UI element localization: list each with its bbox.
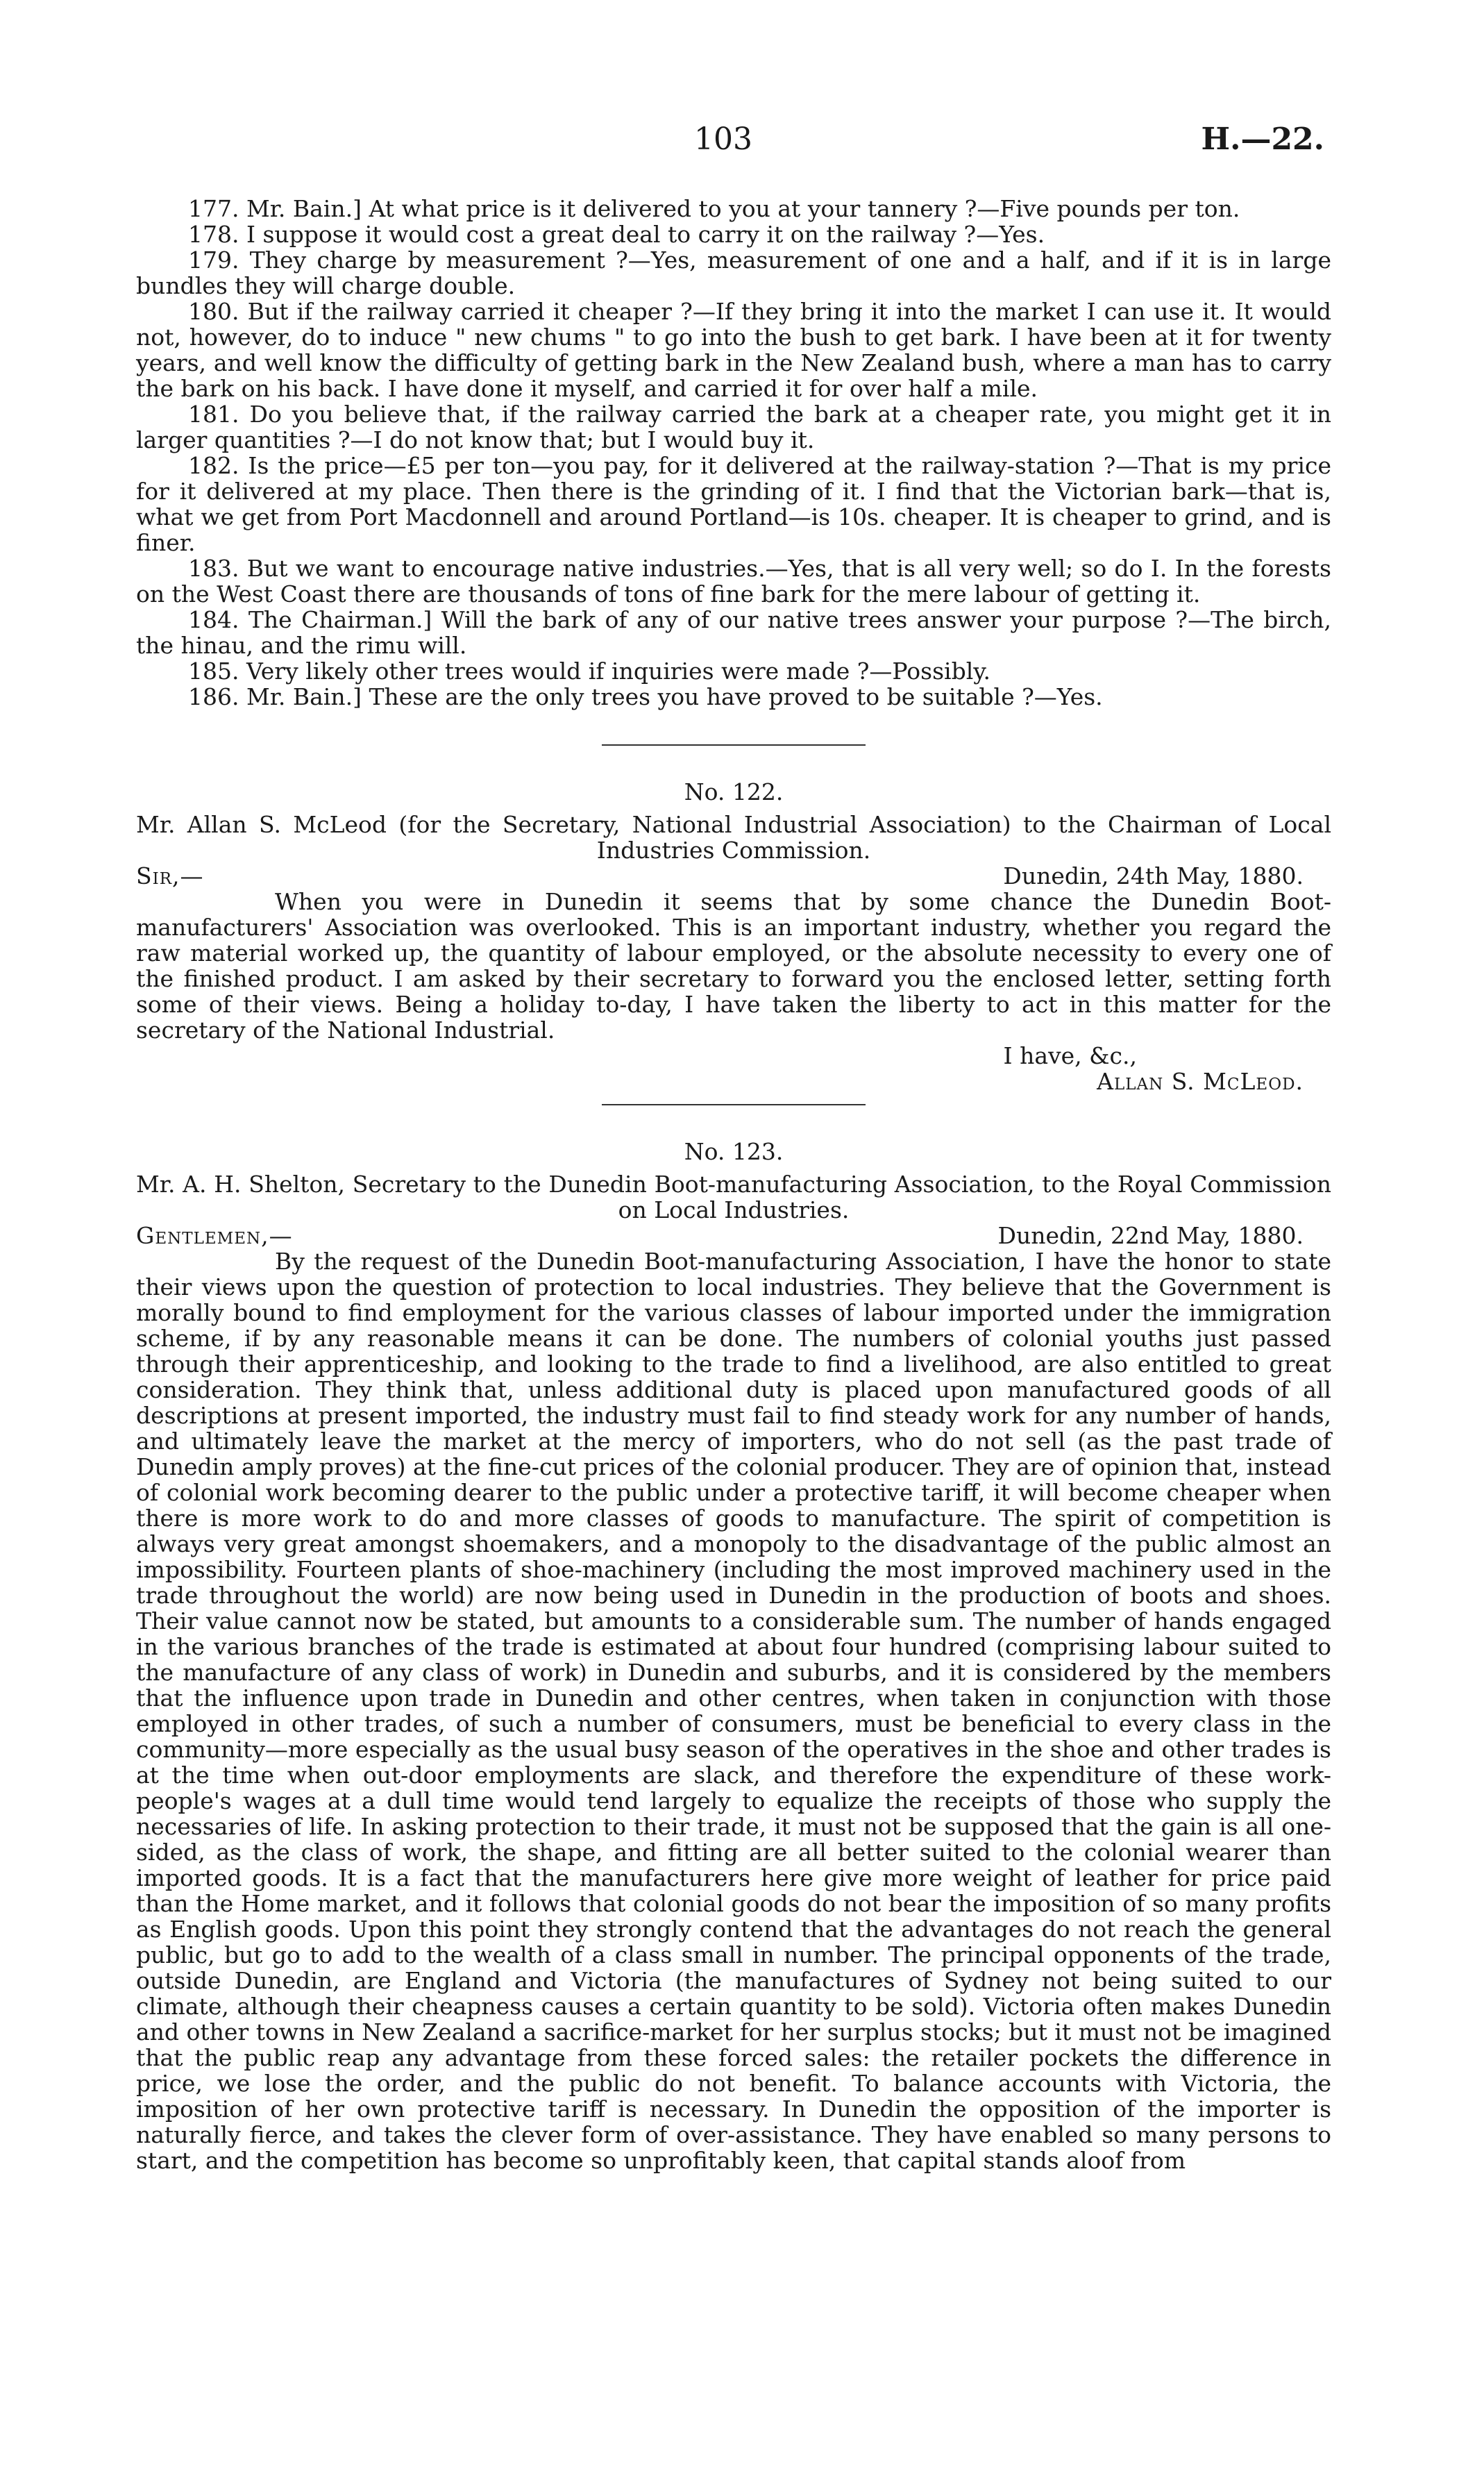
- page-number: 103: [694, 122, 752, 157]
- closing: I have, &c.,: [1003, 1042, 1137, 1069]
- place-date: Dunedin, 24th May, 1880.: [1003, 862, 1304, 889]
- letter-number: No. 123.: [684, 1138, 784, 1165]
- letter-122: [136, 779, 1331, 1094]
- salutation: Sir,—: [136, 862, 204, 889]
- signature: Allan S. McLeod.: [1097, 1068, 1304, 1095]
- signoff-row: [136, 1043, 1331, 1069]
- question-185: 185. Very likely other trees would if inquiries were made ?—Possibly.: [188, 658, 990, 685]
- letter-123: [136, 1139, 1331, 2173]
- question-186: 186. Mr. Bain.] These are the only trees you have proved to be suitable ?—Yes.: [188, 683, 1103, 710]
- question-182: 182. Is the price—£5 per ton—you pay, for it delivered at the railway-station ?—That is my price for it delivered at my place. Then there is the grinding of it. I find that the Victorian bark—that is, what we get from Port Macdonnell and around Portland—is 10s. cheaper. It is cheaper to grind, and is finer.: [136, 452, 1331, 556]
- question-179: 179. They charge by measurement ?—Yes, measurement of one and a half, and if it is in large bundles they will charge double.: [136, 246, 1331, 299]
- place-date: Dunedin, 22nd May, 1880.: [997, 1222, 1304, 1249]
- question-180: 180. But if the railway carried it cheaper ?—If they bring it into the market I can use it. It would not, however, do to induce " new chums " to go into the bush to get bark. I have been at it for twenty years, and well know the difficulty of getting bark in the New Zealand bush, where a man has to carry the bark on his back. I have done it myself, and carried it for over half a mile.: [136, 298, 1331, 402]
- page-body: [136, 196, 1331, 2173]
- page-reference: H.—22.: [1201, 122, 1324, 157]
- question-183: 183. But we want to encourage native industries.—Yes, that is all very well; so do I. In the forests on the West Coast there are thousands of tons of fine bark for the mere labour of getting it.: [136, 555, 1331, 608]
- question-181: 181. Do you believe that, if the railway carried the bark at a cheaper rate, you might get it in larger quantities ?—I do not know that; but I would buy it.: [136, 401, 1331, 453]
- question-184: 184. The Chairman.] Will the bark of any of our native trees answer your purpose ?—The birch, the hinau, and the rimu will.: [136, 606, 1331, 659]
- letter-body: When you were in Dunedin it seems that by some chance the Dunedin Boot-manufacturers' Association was overlooked. This is an important industry, whether you regard the raw material worked up, the quantity of labour employed, or the absolute necessity to every one of the finished product. I am asked by their secretary to forward you the enclosed letter, setting forth some of their views. Being a holiday to-day, I have taken the liberty to act in this matter for the secretary of the National Industrial.: [136, 888, 1331, 1044]
- letter-body: By the request of the Dunedin Boot-manufacturing Association, I have the honor to state their views upon the question of protection to local industries. They believe that the Government is morally bound to find employment for the various classes of labour imported under the immigration scheme, if by any reasonable means it can be done. The numbers of colonial youths just passed through their apprenticeship, and looking to the trade to find a livelihood, are also entitled to great consideration. They think that, unless additional duty is placed upon manufactured goods of all descriptions at present imported, the industry must fail to find steady work for any number of hands, and ultimately leave the market at the mercy of importers, who do not sell (as the past trade of Dunedin amply proves) at the fine-cut prices of the colonial producer. They are of opinion that, instead of colonial work becoming dearer to the public under a protective tariff, it will become cheaper when there is more work to do and more classes of goods to manufacture. The spirit of competition is always very great amongst shoemakers, and a monopoly to the disadvantage of the public almost an impossibility. Fourteen plants of shoe-machinery (including the most improved machinery used in the trade throughout the world) are now being used in Dunedin in the production of boots and shoes. Their value cannot now be stated, but amounts to a considerable sum. The number of hands engaged in the various branches of the trade is estimated at about four hundred (comprising labour suited to the manufacture of any class of work) in Dunedin and suburbs, and it is considered by the members that the influence upon trade in Dunedin and other centres, when taken in conjunction with those employed in other trades, of such a number of consumers, must be beneficial to every class in the community—more especially as the usual busy season of the operatives in the shoe and other trades is at the time when out-door employments are slack, and therefore the expenditure of these work-people's wages at a dull time would tend largely to equalize the receipts of those who supply the necessaries of life. In asking protection to their trade, it must not be supposed that the gain is all one-sided, as the class of work, the shape, and fitting are all better suited to the colonial wearer than imported goods. It is a fact that the manufacturers here give more weight of leather for price paid than the Home market, and it follows that colonial goods do not bear the imposition of so many profits as English goods. Upon this point they strongly contend that the advantages do not reach the general public, but go to add to the wealth of a class small in number. The principal opponents of the trade, outside Dunedin, are England and Victoria (the manufactures of Sydney not being suited to our climate, although their cheapness causes a certain quantity to be sold). Victoria often makes Dunedin and other towns in New Zealand a sacrifice-market for her surplus stocks; but it must not be imagined that the public reap any advantage from these forced sales: the retailer pockets the difference in price, we lose the order, and the public do not benefit. To balance accounts with Victoria, the imposition of her own protective tariff is necessary. In Dunedin the opposition of the importer is naturally fierce, and takes the clever form of over-assistance. They have enabled so many persons to start, and the competition has become so unprofitably keen, that capital stands aloof from: [136, 1248, 1331, 2174]
- letter-heading: Mr. A. H. Shelton, Secretary to the Dunedin Boot-manufacturing Association, to the Royal Commission on Local Industries.: [136, 1171, 1331, 1223]
- evidence-questions: [136, 196, 1331, 710]
- question-178: 178. I suppose it would cost a great deal to carry it on the railway ?—Yes.: [188, 221, 1045, 248]
- salutation-row: [136, 863, 1331, 889]
- page-header: [0, 122, 1484, 163]
- salutation: Gentlemen,—: [136, 1222, 293, 1249]
- section-divider: [602, 744, 866, 746]
- section-divider: [602, 1104, 866, 1105]
- letter-heading: Mr. Allan S. McLeod (for the Secretary, National Industrial Association) to the Chairman of Local Industries Commission.: [136, 811, 1331, 864]
- question-177: 177. Mr. Bain.] At what price is it delivered to you at your tannery ?—Five pounds per ton.: [188, 195, 1240, 222]
- salutation-row: [136, 1223, 1331, 1248]
- letter-number: No. 122.: [684, 778, 784, 805]
